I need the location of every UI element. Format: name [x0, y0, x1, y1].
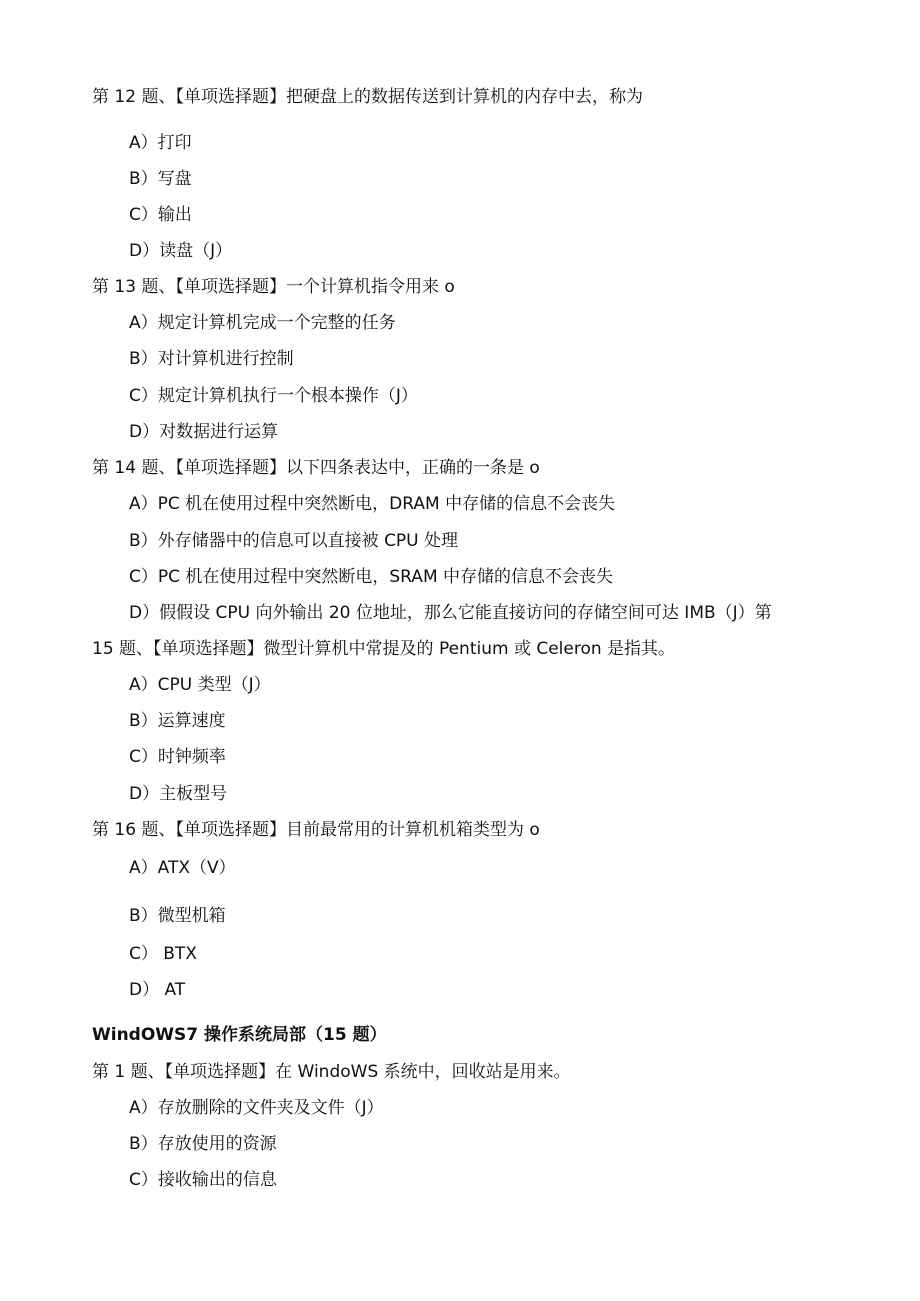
question-14-option-d: D）假假设 CPU 向外输出 20 位地址，那么它能直接访问的存储空间可达 IMB（J）第 — [129, 603, 772, 623]
question-13-option-b: B）对计算机进行控制 — [129, 349, 294, 369]
section-heading: WindOWS7 操作系统局部（15 题） — [92, 1025, 387, 1045]
question-16-option-b: B）微型机箱 — [129, 906, 226, 926]
windows-question-1-option-b: B）存放使用的资源 — [129, 1134, 277, 1154]
question-14-option-b: B）外存储器中的信息可以直接被 CPU 处理 — [129, 531, 459, 551]
question-15-text: 15 题、【单项选择题】微型计算机中常提及的 Pentium 或 Celeron 是指其。 — [92, 639, 676, 659]
question-12-option-b: B）写盘 — [129, 169, 192, 189]
windows-question-1-option-a: A）存放删除的文件夹及文件（J） — [129, 1098, 384, 1118]
question-12-option-a: A）打印 — [129, 133, 192, 153]
question-12-option-d: D）读盘（J） — [129, 241, 233, 261]
windows-question-1-text: 第 1 题、【单项选择题】在 WindoWS 系统中，回收站是用来。 — [92, 1062, 571, 1082]
question-15-option-a: A）CPU 类型（J） — [129, 675, 271, 695]
question-16-option-a: A）ATX（V） — [129, 858, 236, 878]
question-12-text: 第 12 题、【单项选择题】把硬盘上的数据传送到计算机的内存中去，称为 — [92, 87, 643, 107]
question-13-option-d: D）对数据进行运算 — [129, 422, 279, 442]
question-16-option-c: C） BTX — [129, 944, 197, 964]
question-13-text: 第 13 题、【单项选择题】一个计算机指令用来 o — [92, 277, 455, 297]
question-16-text: 第 16 题、【单项选择题】目前最常用的计算机机箱类型为 o — [92, 820, 540, 840]
question-15-option-c: C）时钟频率 — [129, 747, 226, 767]
question-13-option-c: C）规定计算机执行一个根本操作（J） — [129, 386, 418, 406]
question-14-option-c: C）PC 机在使用过程中突然断电，SRAM 中存储的信息不会丧失 — [129, 567, 614, 587]
question-15-option-b: B）运算速度 — [129, 711, 226, 731]
question-13-option-a: A）规定计算机完成一个完整的任务 — [129, 313, 396, 333]
question-15-option-d: D）主板型号 — [129, 784, 228, 804]
question-14-option-a: A）PC 机在使用过程中突然断电，DRAM 中存储的信息不会丧失 — [129, 494, 616, 514]
question-14-text: 第 14 题、【单项选择题】以下四条表达中，正确的一条是 o — [92, 458, 540, 478]
question-16-option-d: D） AT — [129, 980, 186, 1000]
question-12-option-c: C）输出 — [129, 205, 192, 225]
windows-question-1-option-c: C）接收输出的信息 — [129, 1170, 277, 1190]
